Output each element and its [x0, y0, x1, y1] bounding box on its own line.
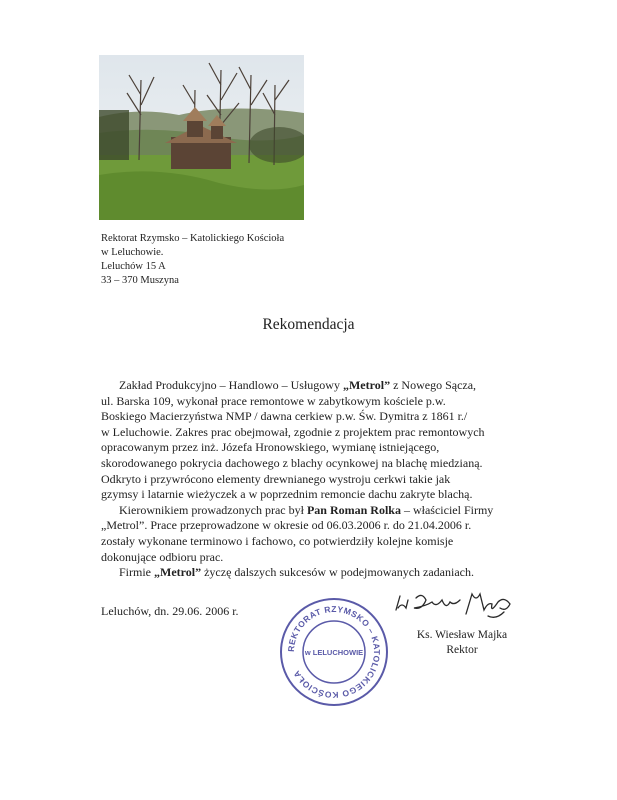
paragraph — [101, 565, 541, 581]
text-line: opracowanym przez inż. Józefa Hronowskiego, wymianę istniejącego, — [101, 440, 440, 455]
text-run: Firmie — [119, 565, 154, 580]
signer-block — [402, 628, 522, 658]
signer-role: Rektor — [446, 644, 478, 656]
official-stamp — [278, 596, 390, 708]
text-line: gzymsy i latarnie wieżyczek a w poprzednim remoncie dachu zakryte blachą. — [101, 487, 473, 502]
text-run: Zakład Produkcyjno – Handlowo – Usługowy — [119, 378, 343, 392]
sender-address — [101, 232, 284, 288]
text-line: ul. Barska 109, wykonał prace remontowe w zabytkowym kościele p.w. — [101, 393, 446, 408]
paragraph — [101, 503, 541, 519]
letter-date: Leluchów, dn. 29.06. 2006 r. — [101, 604, 239, 618]
text-run: – właściciel Firmy — [400, 502, 494, 517]
text-line: „Metrol”. Prace przeprowadzone w okresie od 06.03.2006 r. do 21.04.2006 r. — [101, 518, 472, 533]
address-line: Rektorat Rzymsko – Katolickiego Kościoła — [101, 233, 285, 244]
text-line: w Leluchowie. Zakres prac obejmował, zgodnie z projektem prac remontowych — [101, 424, 485, 439]
text-line: dokonujące odbioru prac. — [101, 549, 224, 564]
handwritten-signature — [392, 588, 520, 622]
company-name: „Metrol” — [154, 565, 202, 580]
paragraph — [101, 378, 541, 394]
text-line: zostały wykonane terminowo i fachowo, co potwierdziły kolejne komisje — [101, 533, 454, 548]
text-line: skorodowanego pokrycia dachowego z blachy ocynkowej na blachę miedzianą. — [101, 455, 483, 470]
text-line: Odkryto i przywrócono elementy drewnianego wystroju cerkwi takie jak — [101, 471, 451, 486]
address-line: 33 – 370 Muszyna — [101, 275, 179, 286]
stamp-center-text: w LELUCHOWIE — [304, 648, 364, 657]
letter-body — [101, 378, 541, 581]
document-title: Rekomendacja — [262, 316, 355, 333]
manager-name: Pan Roman Rolka — [306, 502, 401, 517]
stamp-ring-text: REKTORAT RZYMSKO – KATOLICKIEGO KOŚCIOŁA — [285, 603, 383, 701]
address-line: Leluchów 15 A — [101, 261, 166, 272]
text-run: z Nowego Sącza, — [390, 378, 477, 392]
church-photo — [99, 55, 304, 220]
text-run: życzę dalszych sukcesów w podejmowanych zadaniach. — [201, 565, 474, 580]
text-line: Boskiego Macierzyństwa NMP / dawna cerkiew p.w. Św. Dymitra z 1861 r./ — [101, 409, 468, 424]
address-line: w Leluchowie. — [101, 247, 164, 258]
signer-name: Ks. Wiesław Majka — [416, 629, 508, 641]
company-name: „Metrol” — [342, 378, 391, 392]
text-run: Kierownikiem prowadzonych prac był — [119, 502, 307, 517]
